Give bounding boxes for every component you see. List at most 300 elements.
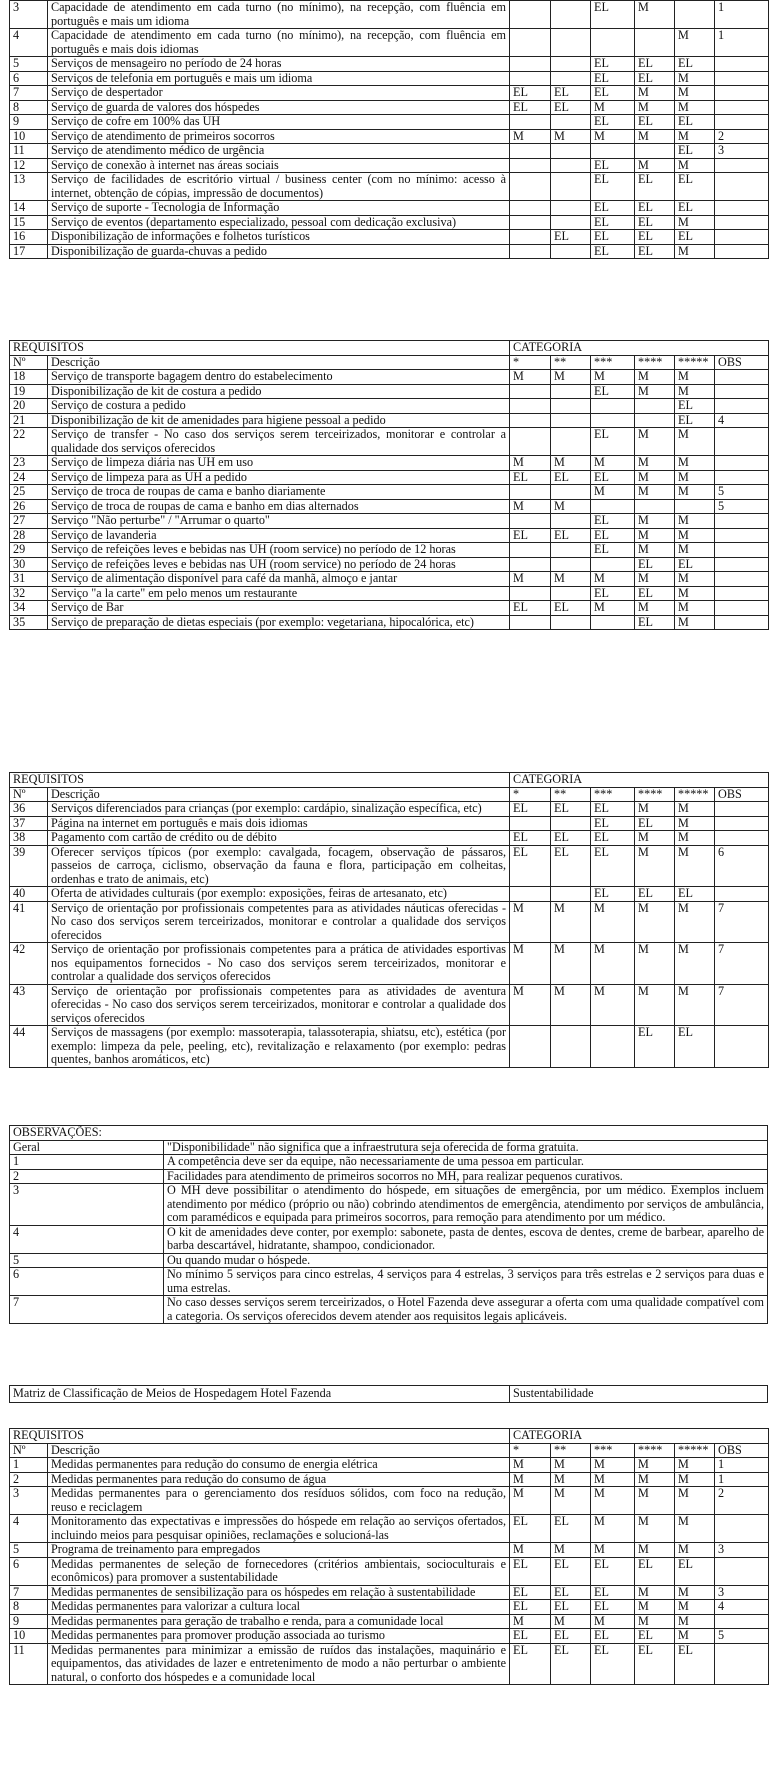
requirement-description: Serviço de transfer - No caso dos serviços serem terceirizados, monitorar e controlar a qualidade dos serviços oferecidos xyxy=(48,428,510,456)
table-row xyxy=(10,1543,769,1558)
obs-reference xyxy=(715,57,769,72)
category-3-star-value xyxy=(591,399,635,414)
category-2-star-value xyxy=(551,615,591,630)
category-5-star-value: M xyxy=(675,1629,715,1644)
obs-reference xyxy=(715,370,769,385)
category-4-star-value: M xyxy=(635,1543,675,1558)
obs-reference xyxy=(715,428,769,456)
obs-reference: 5 xyxy=(715,499,769,514)
category-2-star-value: M xyxy=(551,943,591,985)
requirement-description: Medidas permanentes para redução do consumo de energia elétrica xyxy=(48,1458,510,1473)
header-star-1: * xyxy=(510,1443,551,1458)
category-2-star-value: M xyxy=(551,901,591,943)
table-row xyxy=(10,158,769,173)
category-3-star-value: M xyxy=(591,1614,635,1629)
requirement-number: 26 xyxy=(10,499,48,514)
category-1-star-value xyxy=(510,384,551,399)
table-row xyxy=(10,816,769,831)
category-1-star-value: EL xyxy=(510,1515,551,1543)
requirement-number: 43 xyxy=(10,984,48,1026)
requirement-number: 27 xyxy=(10,514,48,529)
category-5-star-value: EL xyxy=(675,399,715,414)
category-1-star-value xyxy=(510,887,551,902)
category-1-star-value: M xyxy=(510,901,551,943)
category-4-star-value xyxy=(635,399,675,414)
category-2-star-value xyxy=(551,215,591,230)
table-row xyxy=(10,230,769,245)
header-descricao: Descrição xyxy=(48,1443,510,1458)
requirement-number: 19 xyxy=(10,384,48,399)
requirement-description: Oferecer serviços típicos (por exemplo: cavalgada, focagem, observação de pássaros, passeios de carroça, ciclismo, observação da fauna e flora, participação em colheitas, ordenhas e trato de animais, etc) xyxy=(48,845,510,887)
category-3-star-value: M xyxy=(591,1472,635,1487)
obs-reference xyxy=(715,802,769,817)
category-4-star-value: M xyxy=(635,470,675,485)
category-1-star-value xyxy=(510,173,551,201)
table-row xyxy=(10,514,769,529)
category-3-star-value xyxy=(591,144,635,159)
category-1-star-value xyxy=(510,244,551,259)
requirement-description: Serviço de guarda de valores dos hóspedes xyxy=(48,100,510,115)
category-3-star-value: M xyxy=(591,129,635,144)
category-2-star-value: EL xyxy=(551,802,591,817)
category-5-star-value: M xyxy=(675,1614,715,1629)
observation-text: O MH deve possibilitar o atendimento do hóspede, em situações de emergência, por um médico. Exemplos incluem atendimento por médico (próprio ou não) cobrindo atendimentos de emergência, atendimento por serviços de ambulância, com paramédicos e equipada para primeiros socorros, para remoção para atendimento por um médico. xyxy=(164,1184,768,1226)
requirement-description: Capacidade de atendimento em cada turno (no mínimo), na recepção, com fluência em português e mais um idioma xyxy=(48,1,510,29)
category-1-star-value xyxy=(510,201,551,216)
table-row xyxy=(10,943,769,985)
requirement-number: 18 xyxy=(10,370,48,385)
category-1-star-value xyxy=(510,816,551,831)
table-row xyxy=(10,528,769,543)
requirement-number: 2 xyxy=(10,1472,48,1487)
category-5-star-value: M xyxy=(675,100,715,115)
category-5-star-value: M xyxy=(675,129,715,144)
category-2-star-value: EL xyxy=(551,1643,591,1685)
obs-reference xyxy=(715,456,769,471)
category-3-star-value: EL xyxy=(591,514,635,529)
table-row xyxy=(10,887,769,902)
requirement-description: Serviço de eventos (departamento especializado, pessoal com dedicação exclusiva) xyxy=(48,215,510,230)
category-1-star-value: M xyxy=(510,984,551,1026)
header-requisitos: REQUISITOS xyxy=(10,773,510,788)
category-1-star-value: M xyxy=(510,456,551,471)
obs-reference xyxy=(715,115,769,130)
category-4-star-value: M xyxy=(635,901,675,943)
category-4-star-value xyxy=(635,413,675,428)
requirement-description: Medidas permanentes para promover produção associada ao turismo xyxy=(48,1629,510,1644)
observation-key: 4 xyxy=(10,1225,164,1253)
obs-reference: 7 xyxy=(715,901,769,943)
requirement-description: Monitoramento das expectativas e impressões do hóspede em relação ao serviços ofertados, incluindo meios para pesquisar opiniões, reclamações e solucioná-las xyxy=(48,1515,510,1543)
header-descricao: Descrição xyxy=(48,355,510,370)
category-2-star-value xyxy=(551,201,591,216)
requirement-number: 11 xyxy=(10,144,48,159)
obs-reference: 4 xyxy=(715,413,769,428)
category-3-star-value: EL xyxy=(591,71,635,86)
category-2-star-value: M xyxy=(551,1543,591,1558)
requirement-description: Capacidade de atendimento em cada turno (no mínimo), na recepção, com fluência em português e mais dois idiomas xyxy=(48,29,510,57)
table-row xyxy=(10,1,769,29)
observation-key: 5 xyxy=(10,1253,164,1268)
requirement-number: 44 xyxy=(10,1026,48,1068)
category-5-star-value: M xyxy=(675,615,715,630)
requirement-number: 34 xyxy=(10,601,48,616)
header-star-3: *** xyxy=(591,787,635,802)
category-3-star-value: EL xyxy=(591,1557,635,1585)
category-5-star-value: M xyxy=(675,1472,715,1487)
category-4-star-value: M xyxy=(635,802,675,817)
obs-reference: 1 xyxy=(715,29,769,57)
obs-reference xyxy=(715,173,769,201)
category-1-star-value: EL xyxy=(510,470,551,485)
observation-text: Facilidades para atendimento de primeiros socorros no MH, para realizar pequenos curativos. xyxy=(164,1169,768,1184)
category-4-star-value xyxy=(635,144,675,159)
category-1-star-value xyxy=(510,230,551,245)
requirement-description: Serviços de telefonia em português e mais um idioma xyxy=(48,71,510,86)
category-4-star-value: EL xyxy=(635,816,675,831)
header-requisitos: REQUISITOS xyxy=(10,341,510,356)
requirement-description: Serviço de facilidades de escritório virtual / business center (com no mínimo: acesso à internet, obtenção de cópias, impressão de documentos) xyxy=(48,173,510,201)
category-4-star-value: EL xyxy=(635,1026,675,1068)
category-1-star-value: EL xyxy=(510,1643,551,1685)
category-4-star-value: M xyxy=(635,528,675,543)
requirement-number: 21 xyxy=(10,413,48,428)
header-categoria: CATEGORIA xyxy=(510,1429,769,1444)
obs-reference xyxy=(715,887,769,902)
requirements-table-sustainability xyxy=(9,1428,769,1685)
category-4-star-value: EL xyxy=(635,586,675,601)
category-2-star-value: M xyxy=(551,1487,591,1515)
category-3-star-value: EL xyxy=(591,816,635,831)
table-row xyxy=(10,499,769,514)
requirement-description: Página na internet em português e mais dois idiomas xyxy=(48,816,510,831)
requirement-number: 3 xyxy=(10,1,48,29)
table-row xyxy=(10,1487,769,1515)
category-5-star-value: M xyxy=(675,802,715,817)
category-3-star-value: EL xyxy=(591,173,635,201)
header-star-4: **** xyxy=(635,1443,675,1458)
category-3-star-value: M xyxy=(591,1543,635,1558)
category-2-star-value: EL xyxy=(551,845,591,887)
observation-key: 7 xyxy=(10,1296,164,1324)
table-row xyxy=(10,456,769,471)
requirement-number: 28 xyxy=(10,528,48,543)
header-star-3: *** xyxy=(591,1443,635,1458)
observation-text: "Disponibilidade" não significa que a infraestrutura seja oferecida de forma gratuita. xyxy=(164,1140,768,1155)
requirement-number: 24 xyxy=(10,470,48,485)
category-4-star-value: EL xyxy=(635,57,675,72)
requirement-number: 5 xyxy=(10,57,48,72)
category-5-star-value: EL xyxy=(675,115,715,130)
category-5-star-value: M xyxy=(675,543,715,558)
header-star-3: *** xyxy=(591,355,635,370)
table-row xyxy=(10,984,769,1026)
category-4-star-value: EL xyxy=(635,115,675,130)
requirement-description: Serviço de refeições leves e bebidas nas UH (room service) no período de 12 horas xyxy=(48,543,510,558)
category-3-star-value: EL xyxy=(591,1600,635,1615)
category-3-star-value: EL xyxy=(591,586,635,601)
table-row xyxy=(10,557,769,572)
category-5-star-value xyxy=(675,1,715,29)
category-5-star-value: M xyxy=(675,485,715,500)
category-1-star-value: EL xyxy=(510,100,551,115)
category-1-star-value xyxy=(510,399,551,414)
requirement-description: Medidas permanentes para redução do consumo de água xyxy=(48,1472,510,1487)
category-1-star-value: M xyxy=(510,370,551,385)
category-2-star-value xyxy=(551,57,591,72)
category-2-star-value: EL xyxy=(551,1557,591,1585)
category-5-star-value: EL xyxy=(675,887,715,902)
requirement-description: Serviço de limpeza diária nas UH em uso xyxy=(48,456,510,471)
category-1-star-value: M xyxy=(510,572,551,587)
category-5-star-value: M xyxy=(675,601,715,616)
requirement-number: 7 xyxy=(10,1585,48,1600)
table-row xyxy=(10,543,769,558)
category-4-star-value: M xyxy=(635,1585,675,1600)
category-4-star-value: M xyxy=(635,1515,675,1543)
category-3-star-value: EL xyxy=(591,86,635,101)
requirement-description: Disponibilização de guarda-chuvas a pedido xyxy=(48,244,510,259)
category-3-star-value: EL xyxy=(591,1643,635,1685)
table-row xyxy=(10,413,769,428)
category-4-star-value xyxy=(635,499,675,514)
table-row xyxy=(10,57,769,72)
category-3-star-value: EL xyxy=(591,230,635,245)
table-row xyxy=(10,1600,769,1615)
obs-reference xyxy=(715,244,769,259)
header-obs: OBS xyxy=(715,787,769,802)
table-row xyxy=(10,1515,769,1543)
category-4-star-value: M xyxy=(635,428,675,456)
requirement-description: Disponibilização de kit de costura a pedido xyxy=(48,384,510,399)
category-2-star-value xyxy=(551,816,591,831)
category-5-star-value: M xyxy=(675,215,715,230)
category-2-star-value: M xyxy=(551,129,591,144)
category-3-star-value: EL xyxy=(591,201,635,216)
category-3-star-value: EL xyxy=(591,528,635,543)
requirement-description: Serviço de troca de roupas de cama e banho diariamente xyxy=(48,485,510,500)
obs-reference xyxy=(715,71,769,86)
category-1-star-value xyxy=(510,29,551,57)
category-4-star-value: EL xyxy=(635,887,675,902)
category-2-star-value xyxy=(551,144,591,159)
category-3-star-value: EL xyxy=(591,845,635,887)
requirement-description: Medidas permanentes para valorizar a cultura local xyxy=(48,1600,510,1615)
table-row xyxy=(10,572,769,587)
table-row xyxy=(10,215,769,230)
table-row xyxy=(10,428,769,456)
category-1-star-value: M xyxy=(510,1614,551,1629)
category-4-star-value: M xyxy=(635,845,675,887)
requirement-description: Serviço de orientação por profissionais competentes para as atividades náuticas oferecidas - No caso dos serviços serem terceirizados, monitorar e controlar a qualidade dos serviços oferecidos xyxy=(48,901,510,943)
obs-reference xyxy=(715,1515,769,1543)
observations-title: OBSERVAÇÕES: xyxy=(10,1126,768,1141)
category-4-star-value: EL xyxy=(635,215,675,230)
category-3-star-value: EL xyxy=(591,470,635,485)
table-row xyxy=(10,1026,769,1068)
category-2-star-value: M xyxy=(551,572,591,587)
category-5-star-value: M xyxy=(675,984,715,1026)
header-num: Nº xyxy=(10,1443,48,1458)
requirement-description: Serviço de atendimento de primeiros socorros xyxy=(48,129,510,144)
requirement-number: 4 xyxy=(10,29,48,57)
category-5-star-value: EL xyxy=(675,173,715,201)
obs-reference xyxy=(715,586,769,601)
table-row xyxy=(10,86,769,101)
category-5-star-value: M xyxy=(675,86,715,101)
category-1-star-value xyxy=(510,485,551,500)
obs-reference: 6 xyxy=(715,845,769,887)
table-row xyxy=(10,1472,769,1487)
category-2-star-value xyxy=(551,244,591,259)
requirement-number: 14 xyxy=(10,201,48,216)
category-5-star-value: EL xyxy=(675,1643,715,1685)
category-3-star-value xyxy=(591,29,635,57)
category-1-star-value: EL xyxy=(510,1585,551,1600)
category-4-star-value: M xyxy=(635,100,675,115)
requirement-number: 10 xyxy=(10,129,48,144)
requirement-number: 5 xyxy=(10,1543,48,1558)
category-5-star-value: M xyxy=(675,384,715,399)
requirement-description: Serviço de troca de roupas de cama e banho em dias alternados xyxy=(48,499,510,514)
table-row xyxy=(10,470,769,485)
category-4-star-value: M xyxy=(635,1472,675,1487)
category-3-star-value: M xyxy=(591,572,635,587)
obs-reference xyxy=(715,100,769,115)
category-1-star-value: EL xyxy=(510,86,551,101)
table-row xyxy=(10,399,769,414)
category-3-star-value: M xyxy=(591,1487,635,1515)
category-2-star-value xyxy=(551,173,591,201)
category-4-star-value: M xyxy=(635,1600,675,1615)
category-5-star-value: M xyxy=(675,71,715,86)
category-1-star-value xyxy=(510,514,551,529)
category-5-star-value: EL xyxy=(675,557,715,572)
table-row xyxy=(10,586,769,601)
requirement-number: 13 xyxy=(10,173,48,201)
category-2-star-value xyxy=(551,399,591,414)
observation-key: Geral xyxy=(10,1140,164,1155)
category-1-star-value xyxy=(510,215,551,230)
obs-reference: 4 xyxy=(715,1600,769,1615)
category-2-star-value xyxy=(551,485,591,500)
requirement-number: 36 xyxy=(10,802,48,817)
requirement-number: 38 xyxy=(10,831,48,846)
obs-reference: 3 xyxy=(715,144,769,159)
category-2-star-value: EL xyxy=(551,831,591,846)
table-row xyxy=(10,115,769,130)
category-4-star-value: M xyxy=(635,129,675,144)
category-4-star-value: EL xyxy=(635,201,675,216)
observation-key: 1 xyxy=(10,1155,164,1170)
category-3-star-value xyxy=(591,413,635,428)
table-row xyxy=(10,1629,769,1644)
requirement-number: 29 xyxy=(10,543,48,558)
category-4-star-value: EL xyxy=(635,244,675,259)
requirement-description: Serviço de Bar xyxy=(48,601,510,616)
header-star-5: ***** xyxy=(675,355,715,370)
observation-text: O kit de amenidades deve conter, por exemplo: sabonete, pasta de dentes, escova de dentes, creme de barbear, aparelho de barba descartável, hidratante, shampoo, condicionador. xyxy=(164,1225,768,1253)
category-5-star-value: M xyxy=(675,1515,715,1543)
obs-reference: 5 xyxy=(715,485,769,500)
table-row xyxy=(10,901,769,943)
observation-text: Ou quando mudar o hóspede. xyxy=(164,1253,768,1268)
obs-reference xyxy=(715,1026,769,1068)
category-3-star-value: EL xyxy=(591,543,635,558)
observation-row xyxy=(10,1296,768,1324)
requirement-number: 9 xyxy=(10,115,48,130)
category-3-star-value: M xyxy=(591,984,635,1026)
requirement-description: Serviços de mensageiro no período de 24 horas xyxy=(48,57,510,72)
obs-reference: 2 xyxy=(715,1487,769,1515)
category-5-star-value: EL xyxy=(675,1557,715,1585)
requirement-number: 6 xyxy=(10,71,48,86)
category-3-star-value: EL xyxy=(591,384,635,399)
category-5-star-value: M xyxy=(675,816,715,831)
observation-row xyxy=(10,1253,768,1268)
requirements-table-services-2 xyxy=(9,340,769,630)
category-5-star-value: EL xyxy=(675,413,715,428)
category-4-star-value: M xyxy=(635,158,675,173)
table-row xyxy=(10,845,769,887)
requirement-description: Medidas permanentes para geração de trabalho e renda, para a comunidade local xyxy=(48,1614,510,1629)
observation-row xyxy=(10,1268,768,1296)
requirement-description: Serviço de atendimento médico de urgência xyxy=(48,144,510,159)
category-4-star-value: M xyxy=(635,543,675,558)
category-2-star-value xyxy=(551,158,591,173)
category-4-star-value: M xyxy=(635,456,675,471)
header-categoria: CATEGORIA xyxy=(510,773,769,788)
category-3-star-value: EL xyxy=(591,1629,635,1644)
obs-reference: 2 xyxy=(715,129,769,144)
requirement-description: Serviço de preparação de dietas especiais (por exemplo: vegetariana, hipocalórica, etc) xyxy=(48,615,510,630)
requirement-description: Medidas permanentes para o gerenciamento dos resíduos sólidos, com foco na redução, reuso e reciclagem xyxy=(48,1487,510,1515)
requirement-description: Serviço de cofre em 100% das UH xyxy=(48,115,510,130)
requirement-description: Serviço de alimentação disponível para café da manhã, almoço e jantar xyxy=(48,572,510,587)
category-2-star-value xyxy=(551,1026,591,1068)
requirement-description: Serviços de massagens (por exemplo: massoterapia, talassoterapia, shiatsu, etc), estética (por exemplo: limpeza da pele, peeling, etc), revitalização e relaxamento (por exemplo: pedras quentes, banhos aromáticos, etc) xyxy=(48,1026,510,1068)
category-5-star-value: M xyxy=(675,901,715,943)
obs-reference xyxy=(715,201,769,216)
category-4-star-value: M xyxy=(635,86,675,101)
category-5-star-value: M xyxy=(675,572,715,587)
table-row xyxy=(10,1585,769,1600)
observation-key: 2 xyxy=(10,1169,164,1184)
header-star-1: * xyxy=(510,355,551,370)
category-3-star-value: EL xyxy=(591,1585,635,1600)
requirement-number: 40 xyxy=(10,887,48,902)
requirement-number: 20 xyxy=(10,399,48,414)
header-num: Nº xyxy=(10,787,48,802)
obs-reference xyxy=(715,514,769,529)
category-1-star-value xyxy=(510,71,551,86)
requirement-number: 9 xyxy=(10,1614,48,1629)
observation-text: No mínimo 5 serviços para cinco estrelas, 4 serviços para 4 estrelas, 3 serviços para três estrelas e 2 serviços para duas e uma estrelas. xyxy=(164,1268,768,1296)
category-1-star-value xyxy=(510,586,551,601)
category-2-star-value: EL xyxy=(551,1629,591,1644)
requirement-number: 30 xyxy=(10,557,48,572)
table-row xyxy=(10,831,769,846)
category-1-star-value xyxy=(510,557,551,572)
requirement-description: Serviço de orientação por profissionais competentes para as atividades de aventura oferecidas - No caso dos serviços serem terceirizados, monitorar e controlar a qualidade dos serviços oferecidos xyxy=(48,984,510,1026)
category-5-star-value: M xyxy=(675,528,715,543)
table-row xyxy=(10,1614,769,1629)
category-1-star-value: EL xyxy=(510,831,551,846)
requirement-number: 42 xyxy=(10,943,48,985)
category-4-star-value: EL xyxy=(635,173,675,201)
obs-reference xyxy=(715,543,769,558)
table-row xyxy=(10,1458,769,1473)
